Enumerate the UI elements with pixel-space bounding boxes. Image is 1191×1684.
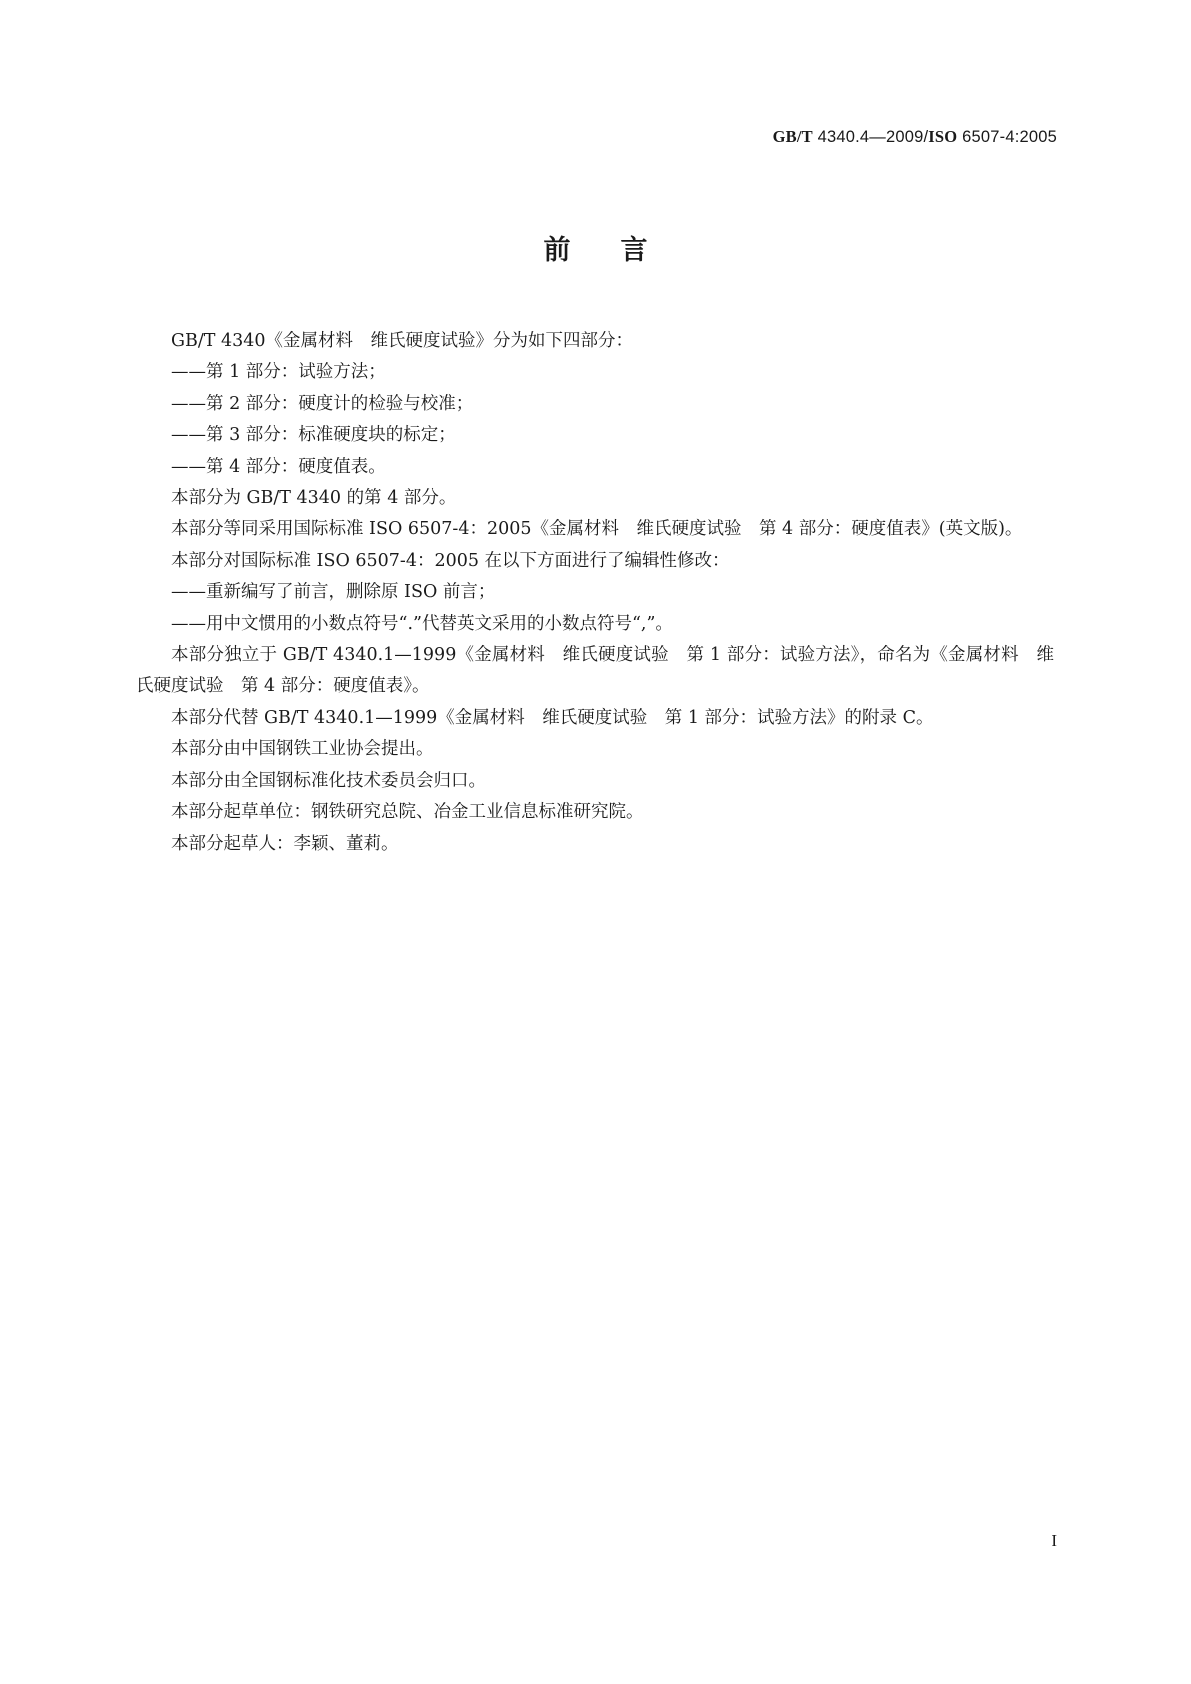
- standard-number: 4340.4—2009/: [812, 128, 929, 146]
- paragraph: 本部分等同采用国际标准 ISO 6507-4：2005《金属材料 维氏硬度试验 第 4 部分：硬度值表》(英文版)。: [171, 519, 1023, 540]
- paragraph: 本部分由中国钢铁工业协会提出。: [171, 739, 434, 760]
- paragraph: 本部分起草单位：钢铁研究总院、冶金工业信息标准研究院。: [171, 802, 644, 823]
- iso-prefix: ISO: [928, 127, 958, 146]
- paragraph: 本部分由全国钢标准化技术委员会归口。: [171, 770, 486, 791]
- paragraph: GB/T 4340《金属材料 维氏硬度试验》分为如下四部分：: [171, 331, 634, 351]
- paragraph: 本部分对国际标准 ISO 6507-4：2005 在以下方面进行了编辑性修改：: [171, 550, 730, 571]
- standard-prefix: GB/T: [772, 127, 813, 146]
- iso-number: 6507-4:2005: [957, 128, 1057, 146]
- paragraph: 本部分独立于 GB/T 4340.1—1999《金属材料 维氏硬度试验 第 1 部分：试验方法》，命名为《金属材料 维氏硬度试验 第 4 部分：硬度值表》。: [136, 645, 1054, 697]
- page-number: I: [1051, 1531, 1057, 1550]
- page-title: 前言: [543, 235, 698, 266]
- standard-code-header: [773, 127, 1057, 147]
- list-item: ——第 1 部分：试验方法；: [171, 362, 386, 383]
- list-item: ——第 3 部分：标准硬度块的标定；: [171, 425, 456, 446]
- list-item: ——重新编写了前言，删除原 ISO 前言；: [171, 582, 496, 603]
- list-item: ——第 4 部分：硬度值表。: [171, 456, 386, 477]
- paragraph: 本部分起草人：李颖、董莉。: [171, 833, 399, 854]
- paragraph: 本部分为 GB/T 4340 的第 4 部分。: [171, 488, 457, 509]
- foreword-body: [136, 326, 1054, 860]
- list-item: ——用中文惯用的小数点符号“.”代替英文采用的小数点符号“,”。: [171, 613, 673, 634]
- list-item: ——第 2 部分：硬度计的检验与校准；: [171, 393, 474, 414]
- paragraph: 本部分代替 GB/T 4340.1—1999《金属材料 维氏硬度试验 第 1 部分：试验方法》的附录 C。: [171, 707, 934, 728]
